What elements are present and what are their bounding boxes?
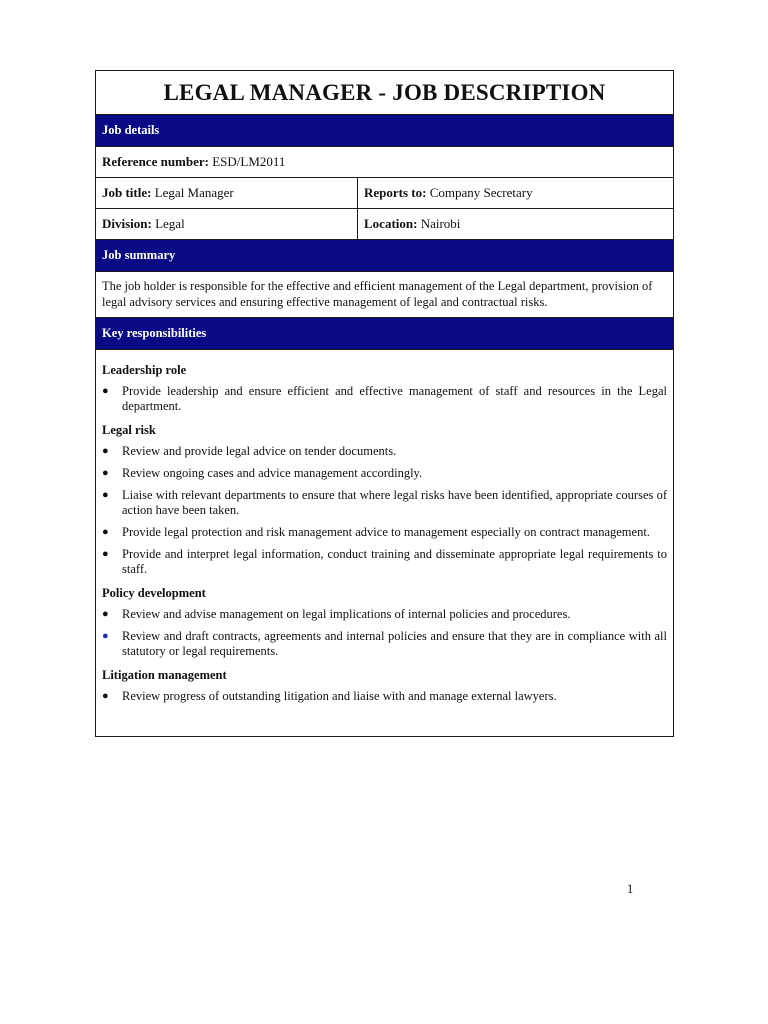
section-heading-leadership: Leadership role (102, 363, 187, 377)
reference-number-value: ESD/LM2011 (212, 154, 286, 169)
page-number: 1 (627, 882, 634, 896)
bullet-icon: ● (102, 548, 109, 560)
location-label: Location: (364, 216, 421, 231)
bullet-icon: ● (102, 608, 109, 620)
list-item: ● Liaise with relevant departments to ensure that where legal risks have been identified, appropriate courses of action have been taken. (102, 488, 667, 517)
list-item: ● Review and draft contracts, agreements and internal policies and ensure that they are in compliance with all statutory or legal requirements. (102, 629, 667, 658)
key-responsibilities-body (96, 350, 673, 736)
job-title-row (96, 178, 673, 209)
list-item: ● Provide leadership and ensure efficient and effective management of staff and resources in the Legal department. (102, 384, 667, 413)
job-title-cell (96, 178, 358, 208)
list-item: ● Provide legal protection and risk management advice to management especially on contract management. (102, 525, 650, 539)
legal-risk-list (102, 444, 667, 577)
bullet-icon: ● (102, 445, 109, 457)
job-summary-text: The job holder is responsible for the effective and efficient management of the Legal department, provision of legal advisory services and ensuring effective management of legal and contractual risks. (96, 272, 673, 318)
job-title-value: Legal Manager (154, 185, 234, 200)
litigation-management-list (102, 689, 667, 704)
location-value: Nairobi (420, 216, 461, 231)
job-details-header: Job details (96, 115, 673, 147)
list-item: ● Review ongoing cases and advice management accordingly. (102, 466, 423, 480)
list-item: ● Provide and interpret legal information, conduct training and disseminate appropriate legal requirements to staff. (102, 547, 667, 576)
bullet-icon: ● (102, 385, 109, 397)
reference-number-label: Reference number: (102, 154, 213, 169)
section-heading-litigation-management: Litigation management (102, 668, 227, 682)
division-label: Division: (102, 216, 156, 231)
reference-number-row (96, 147, 673, 178)
job-summary-header: Job summary (96, 240, 673, 272)
list-item: ● Review progress of outstanding litigation and liaise with and manage external lawyers. (102, 689, 557, 703)
bullet-icon: ● (102, 690, 109, 702)
list-item: ● Review and advise management on legal implications of internal policies and procedures. (102, 607, 571, 621)
reports-to-label: Reports to: (364, 185, 430, 200)
job-title-label: Job title: (102, 185, 155, 200)
reports-to-cell (358, 178, 673, 208)
document-title: LEGAL MANAGER - JOB DESCRIPTION (96, 71, 673, 115)
bullet-icon: ● (102, 630, 109, 642)
bullet-icon: ● (102, 526, 109, 538)
division-value: Legal (155, 216, 185, 231)
reports-to-value: Company Secretary (429, 185, 533, 200)
job-description-table (95, 70, 674, 737)
bullet-icon: ● (102, 467, 109, 479)
section-heading-legal-risk: Legal risk (102, 423, 156, 437)
bullet-icon: ● (102, 489, 109, 501)
policy-development-list (102, 607, 667, 659)
location-cell (358, 209, 673, 239)
section-heading-policy-development: Policy development (102, 586, 206, 600)
division-row (96, 209, 673, 240)
list-item: ● Review and provide legal advice on tender documents. (102, 444, 397, 458)
leadership-list (102, 384, 667, 414)
key-responsibilities-header: Key responsibilities (96, 318, 673, 350)
division-cell (96, 209, 358, 239)
